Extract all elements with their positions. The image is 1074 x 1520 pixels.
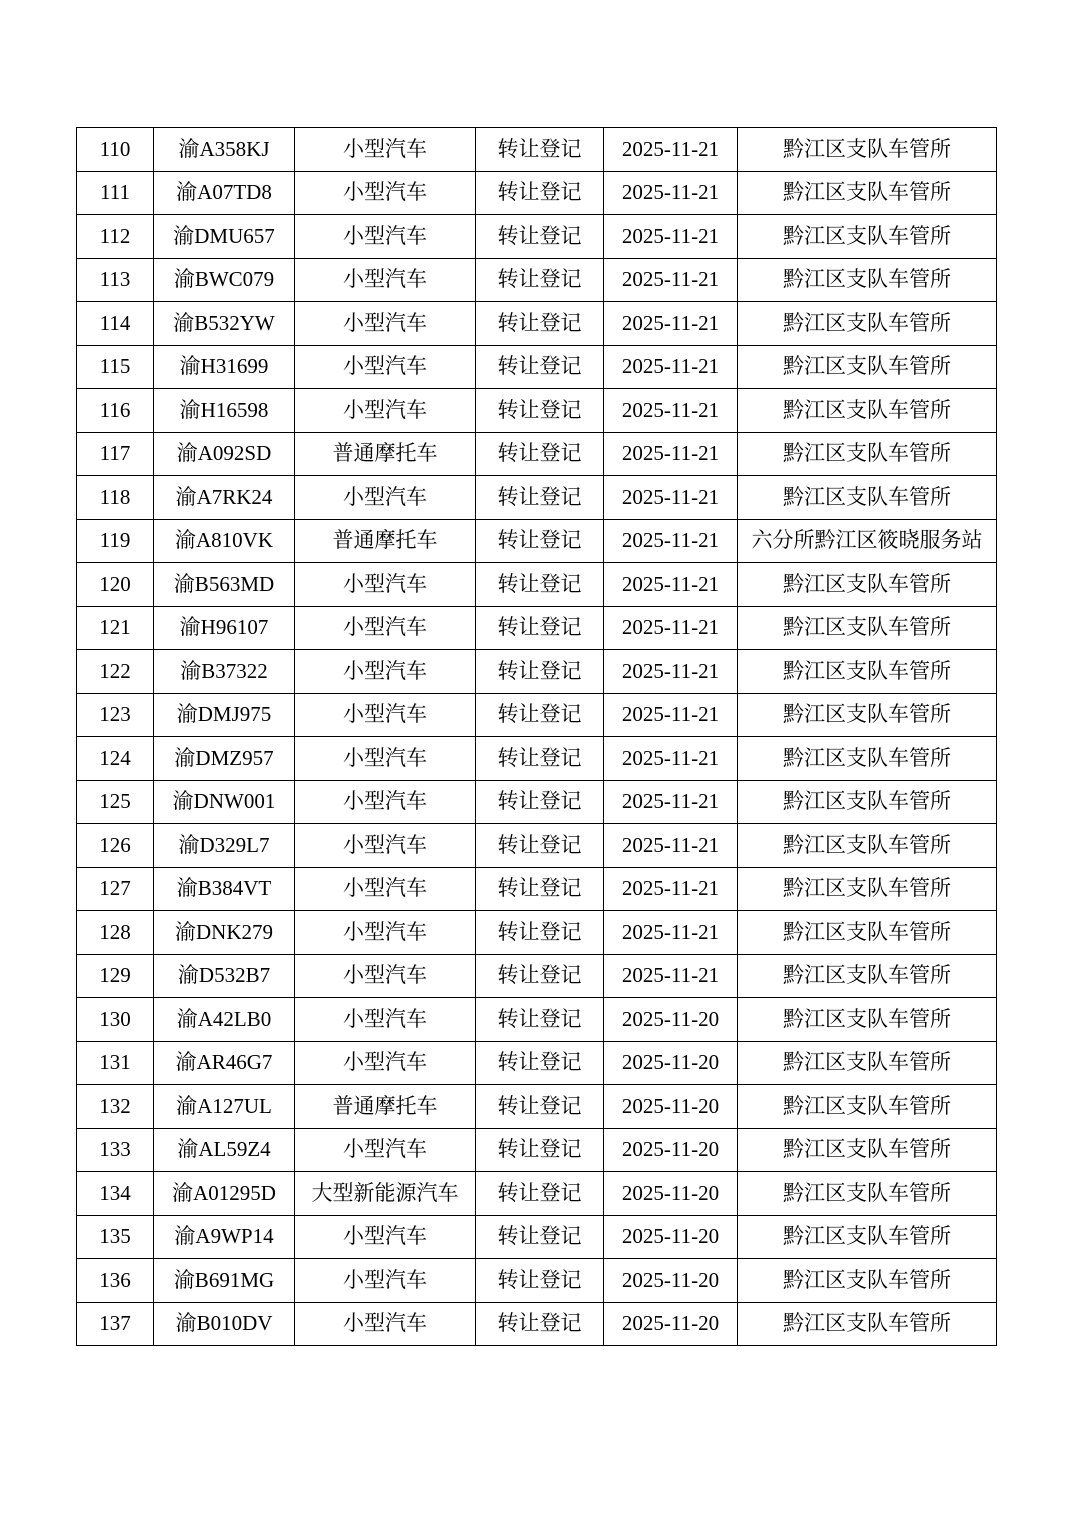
row-number-cell: 110 — [77, 128, 154, 172]
plate-number-cell: 渝A810VK — [154, 519, 295, 563]
row-number-cell: 113 — [77, 258, 154, 302]
vehicle-type-cell: 小型汽车 — [295, 215, 476, 259]
business-type-cell: 转让登记 — [476, 780, 604, 824]
business-type-cell: 转让登记 — [476, 867, 604, 911]
business-type-cell: 转让登记 — [476, 1172, 604, 1216]
table-row — [77, 389, 997, 433]
vehicle-type-cell: 小型汽车 — [295, 737, 476, 781]
business-type-cell: 转让登记 — [476, 737, 604, 781]
office-cell: 黔江区支队车管所 — [738, 432, 997, 476]
row-number-cell: 133 — [77, 1128, 154, 1172]
office-cell: 六分所黔江区筱晓服务站 — [738, 519, 997, 563]
vehicle-type-cell: 普通摩托车 — [295, 432, 476, 476]
table-row — [77, 867, 997, 911]
table-row — [77, 302, 997, 346]
office-cell: 黔江区支队车管所 — [738, 606, 997, 650]
business-type-cell: 转让登记 — [476, 1085, 604, 1129]
office-cell: 黔江区支队车管所 — [738, 389, 997, 433]
date-cell: 2025-11-21 — [604, 780, 738, 824]
row-number-cell: 116 — [77, 389, 154, 433]
office-cell: 黔江区支队车管所 — [738, 215, 997, 259]
vehicle-type-cell: 小型汽车 — [295, 345, 476, 389]
office-cell: 黔江区支队车管所 — [738, 1259, 997, 1303]
row-number-cell: 121 — [77, 606, 154, 650]
date-cell: 2025-11-21 — [604, 563, 738, 607]
vehicle-type-cell: 小型汽车 — [295, 128, 476, 172]
office-cell: 黔江区支队车管所 — [738, 867, 997, 911]
office-cell: 黔江区支队车管所 — [738, 650, 997, 694]
row-number-cell: 126 — [77, 824, 154, 868]
date-cell: 2025-11-21 — [604, 215, 738, 259]
office-cell: 黔江区支队车管所 — [738, 1085, 997, 1129]
vehicle-type-cell: 小型汽车 — [295, 1128, 476, 1172]
date-cell: 2025-11-21 — [604, 954, 738, 998]
row-number-cell: 119 — [77, 519, 154, 563]
plate-number-cell: 渝DNW001 — [154, 780, 295, 824]
row-number-cell: 120 — [77, 563, 154, 607]
plate-number-cell: 渝H96107 — [154, 606, 295, 650]
row-number-cell: 114 — [77, 302, 154, 346]
business-type-cell: 转让登记 — [476, 389, 604, 433]
business-type-cell: 转让登记 — [476, 998, 604, 1042]
vehicle-type-cell: 小型汽车 — [295, 1041, 476, 1085]
row-number-cell: 129 — [77, 954, 154, 998]
business-type-cell: 转让登记 — [476, 1259, 604, 1303]
business-type-cell: 转让登记 — [476, 128, 604, 172]
vehicle-type-cell: 小型汽车 — [295, 1259, 476, 1303]
date-cell: 2025-11-21 — [604, 345, 738, 389]
row-number-cell: 115 — [77, 345, 154, 389]
office-cell: 黔江区支队车管所 — [738, 911, 997, 955]
table-row — [77, 606, 997, 650]
office-cell: 黔江区支队车管所 — [738, 1128, 997, 1172]
table-row — [77, 998, 997, 1042]
plate-number-cell: 渝H16598 — [154, 389, 295, 433]
business-type-cell: 转让登记 — [476, 693, 604, 737]
vehicle-type-cell: 小型汽车 — [295, 606, 476, 650]
office-cell: 黔江区支队车管所 — [738, 302, 997, 346]
table-row — [77, 954, 997, 998]
business-type-cell: 转让登记 — [476, 171, 604, 215]
office-cell: 黔江区支队车管所 — [738, 693, 997, 737]
office-cell: 黔江区支队车管所 — [738, 1041, 997, 1085]
row-number-cell: 118 — [77, 476, 154, 520]
table-row — [77, 780, 997, 824]
date-cell: 2025-11-21 — [604, 519, 738, 563]
row-number-cell: 117 — [77, 432, 154, 476]
vehicle-type-cell: 小型汽车 — [295, 563, 476, 607]
date-cell: 2025-11-21 — [604, 650, 738, 694]
table-row — [77, 215, 997, 259]
row-number-cell: 123 — [77, 693, 154, 737]
row-number-cell: 131 — [77, 1041, 154, 1085]
date-cell: 2025-11-21 — [604, 737, 738, 781]
plate-number-cell: 渝B563MD — [154, 563, 295, 607]
vehicle-type-cell: 小型汽车 — [295, 171, 476, 215]
business-type-cell: 转让登记 — [476, 1215, 604, 1259]
plate-number-cell: 渝A127UL — [154, 1085, 295, 1129]
business-type-cell: 转让登记 — [476, 954, 604, 998]
date-cell: 2025-11-20 — [604, 998, 738, 1042]
date-cell: 2025-11-21 — [604, 258, 738, 302]
plate-number-cell: 渝DMU657 — [154, 215, 295, 259]
business-type-cell: 转让登记 — [476, 1302, 604, 1346]
plate-number-cell: 渝AR46G7 — [154, 1041, 295, 1085]
plate-number-cell: 渝DMJ975 — [154, 693, 295, 737]
table-row — [77, 1085, 997, 1129]
date-cell: 2025-11-20 — [604, 1085, 738, 1129]
vehicle-type-cell: 小型汽车 — [295, 302, 476, 346]
business-type-cell: 转让登记 — [476, 215, 604, 259]
table-row — [77, 1172, 997, 1216]
office-cell: 黔江区支队车管所 — [738, 824, 997, 868]
row-number-cell: 124 — [77, 737, 154, 781]
vehicle-type-cell: 小型汽车 — [295, 1302, 476, 1346]
date-cell: 2025-11-20 — [604, 1302, 738, 1346]
row-number-cell: 134 — [77, 1172, 154, 1216]
table-row — [77, 345, 997, 389]
row-number-cell: 136 — [77, 1259, 154, 1303]
plate-number-cell: 渝A07TD8 — [154, 171, 295, 215]
table-row — [77, 476, 997, 520]
table-row — [77, 1259, 997, 1303]
plate-number-cell: 渝DNK279 — [154, 911, 295, 955]
table-row — [77, 171, 997, 215]
row-number-cell: 135 — [77, 1215, 154, 1259]
office-cell: 黔江区支队车管所 — [738, 1215, 997, 1259]
vehicle-type-cell: 小型汽车 — [295, 650, 476, 694]
date-cell: 2025-11-21 — [604, 693, 738, 737]
business-type-cell: 转让登记 — [476, 432, 604, 476]
row-number-cell: 127 — [77, 867, 154, 911]
business-type-cell: 转让登记 — [476, 650, 604, 694]
business-type-cell: 转让登记 — [476, 302, 604, 346]
office-cell: 黔江区支队车管所 — [738, 1302, 997, 1346]
row-number-cell: 128 — [77, 911, 154, 955]
vehicle-type-cell: 小型汽车 — [295, 824, 476, 868]
date-cell: 2025-11-21 — [604, 476, 738, 520]
vehicle-type-cell: 大型新能源汽车 — [295, 1172, 476, 1216]
table-row — [77, 1302, 997, 1346]
row-number-cell: 132 — [77, 1085, 154, 1129]
plate-number-cell: 渝B37322 — [154, 650, 295, 694]
date-cell: 2025-11-21 — [604, 432, 738, 476]
date-cell: 2025-11-21 — [604, 606, 738, 650]
plate-number-cell: 渝AL59Z4 — [154, 1128, 295, 1172]
office-cell: 黔江区支队车管所 — [738, 128, 997, 172]
table-row — [77, 1041, 997, 1085]
plate-number-cell: 渝H31699 — [154, 345, 295, 389]
table-row — [77, 737, 997, 781]
plate-number-cell: 渝B384VT — [154, 867, 295, 911]
plate-number-cell: 渝A358KJ — [154, 128, 295, 172]
registration-table — [76, 127, 997, 1346]
business-type-cell: 转让登记 — [476, 824, 604, 868]
business-type-cell: 转让登记 — [476, 1041, 604, 1085]
vehicle-type-cell: 普通摩托车 — [295, 1085, 476, 1129]
date-cell: 2025-11-21 — [604, 171, 738, 215]
vehicle-type-cell: 小型汽车 — [295, 693, 476, 737]
date-cell: 2025-11-20 — [604, 1215, 738, 1259]
business-type-cell: 转让登记 — [476, 606, 604, 650]
business-type-cell: 转让登记 — [476, 345, 604, 389]
office-cell: 黔江区支队车管所 — [738, 345, 997, 389]
plate-number-cell: 渝A7RK24 — [154, 476, 295, 520]
office-cell: 黔江区支队车管所 — [738, 737, 997, 781]
plate-number-cell: 渝B010DV — [154, 1302, 295, 1346]
plate-number-cell: 渝A01295D — [154, 1172, 295, 1216]
date-cell: 2025-11-21 — [604, 389, 738, 433]
plate-number-cell: 渝A092SD — [154, 432, 295, 476]
date-cell: 2025-11-20 — [604, 1128, 738, 1172]
table-row — [77, 1128, 997, 1172]
table-row — [77, 519, 997, 563]
vehicle-type-cell: 小型汽车 — [295, 1215, 476, 1259]
business-type-cell: 转让登记 — [476, 1128, 604, 1172]
vehicle-type-cell: 小型汽车 — [295, 911, 476, 955]
table-row — [77, 128, 997, 172]
table-row — [77, 650, 997, 694]
date-cell: 2025-11-21 — [604, 128, 738, 172]
office-cell: 黔江区支队车管所 — [738, 258, 997, 302]
plate-number-cell: 渝B532YW — [154, 302, 295, 346]
plate-number-cell: 渝D532B7 — [154, 954, 295, 998]
business-type-cell: 转让登记 — [476, 476, 604, 520]
plate-number-cell: 渝BWC079 — [154, 258, 295, 302]
row-number-cell: 112 — [77, 215, 154, 259]
table-row — [77, 693, 997, 737]
date-cell: 2025-11-21 — [604, 867, 738, 911]
vehicle-type-cell: 小型汽车 — [295, 780, 476, 824]
vehicle-type-cell: 小型汽车 — [295, 476, 476, 520]
plate-number-cell: 渝D329L7 — [154, 824, 295, 868]
office-cell: 黔江区支队车管所 — [738, 998, 997, 1042]
date-cell: 2025-11-21 — [604, 911, 738, 955]
business-type-cell: 转让登记 — [476, 563, 604, 607]
row-number-cell: 137 — [77, 1302, 154, 1346]
table-row — [77, 258, 997, 302]
row-number-cell: 130 — [77, 998, 154, 1042]
vehicle-type-cell: 小型汽车 — [295, 867, 476, 911]
office-cell: 黔江区支队车管所 — [738, 171, 997, 215]
date-cell: 2025-11-21 — [604, 302, 738, 346]
registration-table-body — [77, 128, 997, 1346]
plate-number-cell: 渝B691MG — [154, 1259, 295, 1303]
table-row — [77, 911, 997, 955]
vehicle-type-cell: 小型汽车 — [295, 954, 476, 998]
office-cell: 黔江区支队车管所 — [738, 780, 997, 824]
plate-number-cell: 渝A9WP14 — [154, 1215, 295, 1259]
office-cell: 黔江区支队车管所 — [738, 563, 997, 607]
table-row — [77, 563, 997, 607]
row-number-cell: 122 — [77, 650, 154, 694]
office-cell: 黔江区支队车管所 — [738, 476, 997, 520]
date-cell: 2025-11-20 — [604, 1172, 738, 1216]
table-row — [77, 1215, 997, 1259]
business-type-cell: 转让登记 — [476, 258, 604, 302]
vehicle-type-cell: 小型汽车 — [295, 258, 476, 302]
table-row — [77, 824, 997, 868]
vehicle-type-cell: 小型汽车 — [295, 389, 476, 433]
date-cell: 2025-11-20 — [604, 1041, 738, 1085]
vehicle-type-cell: 普通摩托车 — [295, 519, 476, 563]
plate-number-cell: 渝A42LB0 — [154, 998, 295, 1042]
business-type-cell: 转让登记 — [476, 911, 604, 955]
office-cell: 黔江区支队车管所 — [738, 1172, 997, 1216]
vehicle-type-cell: 小型汽车 — [295, 998, 476, 1042]
table-row — [77, 432, 997, 476]
row-number-cell: 111 — [77, 171, 154, 215]
row-number-cell: 125 — [77, 780, 154, 824]
business-type-cell: 转让登记 — [476, 519, 604, 563]
date-cell: 2025-11-20 — [604, 1259, 738, 1303]
office-cell: 黔江区支队车管所 — [738, 954, 997, 998]
plate-number-cell: 渝DMZ957 — [154, 737, 295, 781]
date-cell: 2025-11-21 — [604, 824, 738, 868]
